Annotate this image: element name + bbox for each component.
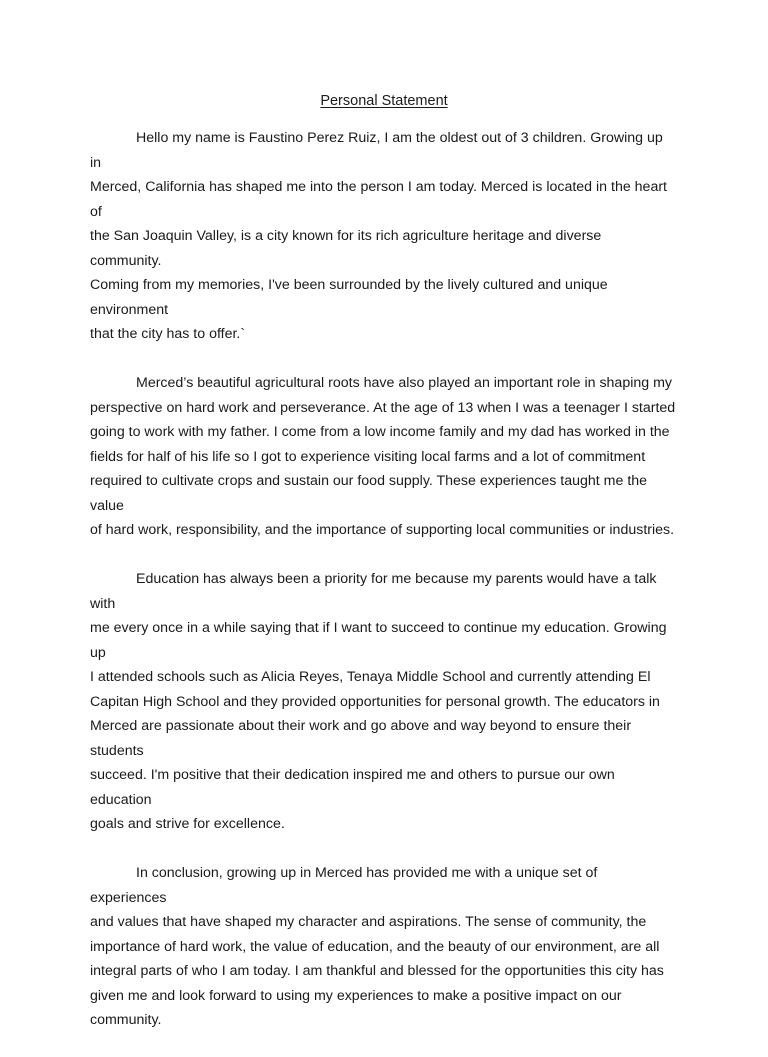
paragraph-introduction: Hello my name is Faustino Perez Ruiz, I am the oldest out of 3 children. Growing up in Merced, California has shaped me into the person I am today. Merced is located in the heart of the San Joaquin Valley, is a city known for its rich agriculture heritage and diverse community. Coming from my memories, I've been surrounded by the lively cultured and unique environment that the city has to offer.` [90,130,668,342]
paragraph-education: Education has always been a priority for me because my parents would have a talk with me every once in a while saying that if I want to succeed to continue my education. Growing up I attended schools such as Alicia Reyes, Tenaya Middle School and currently attending El Capitan High School and they provided opportunities for personal growth. The educators in Merced are passionate about their work and go above and way beyond to ensure their students succeed. I'm positive that their dedication inspired me and others to pursue our own education goals and strive for excellence. [90,571,667,832]
paragraph-conclusion: In conclusion, growing up in Merced has provided me with a unique set of experiences and values that have shaped my character and aspirations. The sense of community, the importance of hard work, the value of education, and the beauty of our environment, are all integral parts of who I am today. I am thankful and blessed for the opportunities this city has given me and look forward to using my experiences to make a positive impact on our community. [90,865,664,1028]
document-title: Personal Statement [320,93,448,109]
document-body [90,126,676,1057]
paragraph-agricultural-roots: Merced’s beautiful agricultural roots have also played an important role in shaping my perspective on hard work and perseverance. At the age of 13 when I was a teenager I started going to work with my father. I come from a low income family and my dad has worked in the fields for half of his life so I got to experience visiting local farms and a lot of commitment required to cultivate crops and sustain our food supply. These experiences taught me the value of hard work, responsibility, and the importance of supporting local communities or industries. [90,375,676,538]
